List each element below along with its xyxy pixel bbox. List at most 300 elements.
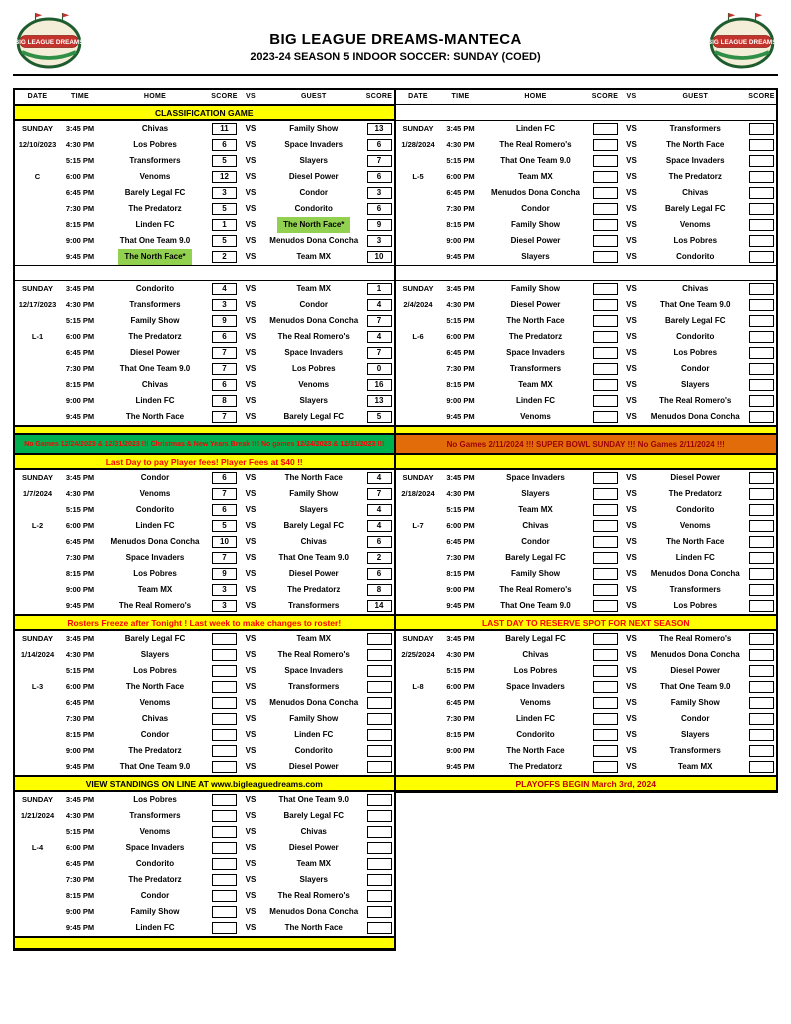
bld-logo-graphic (708, 10, 776, 70)
home-score-box (212, 665, 237, 677)
vs-label: VS (245, 795, 257, 804)
time-cell: 6:45 PM (65, 188, 95, 197)
column-header-score: SCORE (591, 93, 619, 100)
time-cell: 4:30 PM (446, 489, 475, 498)
guest-score-box (367, 633, 392, 645)
game-row (396, 185, 777, 201)
home-team-cell (100, 679, 210, 695)
page-title: BIG LEAGUE DREAMS-MANTECA (269, 30, 522, 48)
time-cell: 7:30 PM (446, 204, 475, 213)
game-row (396, 409, 777, 425)
vs-label: VS (626, 188, 637, 197)
home-score-cell (210, 745, 239, 757)
guest-score-cell (365, 488, 394, 500)
bld-logo-right (706, 10, 778, 70)
guest-team-name: Family Show (289, 489, 339, 498)
game-row (15, 233, 394, 249)
guest-team-name: Condor (681, 714, 710, 723)
vs-label: VS (626, 252, 637, 261)
home-team-name: The Predatorz (508, 332, 563, 341)
guest-score-cell (747, 745, 776, 757)
home-score-cell (591, 665, 620, 677)
time-cell: 5:15 PM (446, 316, 475, 325)
guest-team-name: Space Invaders (284, 666, 344, 675)
home-score-cell (591, 155, 620, 167)
guest-team-name: Slayers (299, 396, 328, 405)
home-team-cell (100, 759, 210, 775)
home-team-name: Barely Legal FC (505, 553, 566, 562)
home-team-cell (100, 518, 210, 534)
home-team-cell (481, 361, 591, 377)
home-team-cell (481, 598, 591, 614)
home-team-name: Barely Legal FC (505, 634, 566, 643)
game-row (396, 647, 777, 663)
home-score-cell (210, 395, 239, 407)
guest-team-name: Los Pobres (673, 236, 718, 245)
guest-team-cell (644, 185, 748, 201)
game-row (396, 631, 777, 647)
guest-team-name: The North Face (666, 140, 725, 149)
guest-score-cell (365, 681, 394, 693)
home-team-name: The Real Romero's (499, 140, 572, 149)
guest-team-name: Slayers (299, 505, 328, 514)
home-team-cell (100, 297, 210, 313)
home-team-name: The Predatorz (508, 762, 563, 771)
vs-label: VS (626, 634, 637, 643)
game-row (396, 233, 777, 249)
game-row (396, 679, 777, 695)
home-team-cell (100, 233, 210, 249)
guest-score-cell (747, 488, 776, 500)
game-block-l-8 (396, 630, 777, 776)
home-score-box (593, 697, 618, 709)
guest-score-cell (747, 331, 776, 343)
game-row (15, 377, 394, 393)
home-score-box (593, 171, 618, 183)
home-team-cell (481, 470, 591, 486)
guest-team-cell (644, 534, 748, 550)
date-cell: L-5 (412, 172, 424, 181)
vs-label: VS (626, 569, 637, 578)
guest-team-name: Space Invaders (665, 156, 725, 165)
game-row (396, 711, 777, 727)
home-team-cell (100, 598, 210, 614)
time-cell: 3:45 PM (65, 795, 95, 804)
guest-team-name: Menudos Dona Concha (650, 569, 740, 578)
banner-text: Last Day to pay Player fees! Player Fees at $40 !! (105, 456, 303, 467)
date-cell: SUNDAY (402, 124, 434, 133)
time-cell: 4:30 PM (446, 650, 475, 659)
guest-team-cell (263, 904, 365, 920)
guest-score-box (749, 171, 774, 183)
vs-label: VS (245, 348, 257, 357)
guest-score-cell (365, 299, 394, 311)
column-header-score: SCORE (211, 93, 238, 100)
home-team-cell (100, 631, 210, 647)
home-score-cell (210, 713, 239, 725)
game-row (15, 679, 394, 695)
guest-score-cell (365, 219, 394, 231)
game-row (396, 201, 777, 217)
home-score-cell (210, 520, 239, 532)
time-cell: 6:45 PM (446, 698, 475, 707)
guest-team-cell (263, 121, 365, 137)
roster-freeze-banner (15, 615, 394, 630)
home-team-cell (481, 153, 591, 169)
guest-score-cell (365, 906, 394, 918)
guest-team-cell (644, 281, 748, 297)
guest-team-name: The Real Romero's (277, 650, 350, 659)
game-block-l-1 (15, 280, 394, 426)
guest-score-box: 7 (367, 315, 392, 327)
logo-label: BIG LEAGUE DREAMS (708, 38, 776, 46)
game-row (15, 743, 394, 759)
home-team-name: Los Pobres (133, 140, 177, 149)
guest-score-box: 7 (367, 155, 392, 167)
game-row (15, 888, 394, 904)
time-cell: 3:45 PM (65, 124, 95, 133)
time-cell: 6:00 PM (65, 172, 95, 181)
guest-score-cell (747, 283, 776, 295)
home-score-box (212, 874, 237, 886)
vs-label: VS (626, 140, 637, 149)
home-team-cell (100, 743, 210, 759)
guest-team-name: Team MX (296, 252, 332, 261)
home-team-cell (100, 409, 210, 425)
game-row (15, 631, 394, 647)
home-team-name: Condorito (135, 284, 175, 293)
home-team-name: Family Show (130, 907, 180, 916)
guest-team-cell (644, 582, 748, 598)
home-team-name: That One Team 9.0 (500, 156, 571, 165)
home-score-box: 5 (212, 203, 237, 215)
time-cell: 9:00 PM (446, 585, 475, 594)
guest-score-box: 10 (367, 251, 392, 263)
guest-team-cell (644, 711, 748, 727)
game-row (396, 550, 777, 566)
home-score-cell (591, 379, 620, 391)
guest-team-name: The Real Romero's (659, 634, 732, 643)
home-team-cell (481, 486, 591, 502)
home-score-box: 7 (212, 552, 237, 564)
game-row (15, 393, 394, 409)
vs-label: VS (626, 585, 637, 594)
guest-team-cell (263, 679, 365, 695)
home-team-cell (100, 217, 210, 233)
home-score-cell (591, 745, 620, 757)
time-cell: 8:15 PM (446, 380, 475, 389)
guest-score-box (749, 713, 774, 725)
game-row (396, 329, 777, 345)
column-header-row (396, 90, 777, 105)
home-team-cell (100, 711, 210, 727)
column-header-vs: VS (626, 93, 637, 100)
home-score-box (593, 681, 618, 693)
guest-team-name: Chivas (300, 827, 327, 836)
vs-label: VS (626, 682, 637, 691)
game-block-l-5 (396, 120, 777, 266)
banner-text: No Games 12/24/2023 & 12/31/2023 !!! Christmas & New Years Break !!! No games 12/24/2023 & 12/31/2023 !!! (24, 440, 385, 448)
time-cell: 4:30 PM (446, 300, 475, 309)
guest-score-box (749, 331, 774, 343)
time-cell: 9:00 PM (446, 396, 475, 405)
home-score-box: 6 (212, 139, 237, 151)
guest-score-cell (365, 633, 394, 645)
time-cell: 6:45 PM (65, 348, 95, 357)
guest-score-box: 0 (367, 363, 392, 375)
home-team-name: Linden FC (515, 124, 556, 133)
home-score-box (212, 826, 237, 838)
home-team-name: Condor (140, 473, 170, 482)
home-score-box (593, 251, 618, 263)
home-team-name: The Predatorz (128, 332, 182, 341)
guest-team-cell (263, 550, 365, 566)
date-cell: 2/25/2024 (401, 650, 435, 659)
vs-label: VS (245, 252, 257, 261)
guest-team-name: Slayers (299, 156, 328, 165)
guest-score-cell (747, 520, 776, 532)
guest-score-box (367, 745, 392, 757)
guest-score-box (749, 729, 774, 741)
guest-team-cell (263, 313, 365, 329)
vs-label: VS (626, 537, 637, 546)
game-block-l-3 (15, 630, 394, 776)
game-row (15, 313, 394, 329)
home-score-box (593, 536, 618, 548)
home-team-name: Linden FC (515, 396, 556, 405)
home-team-cell (481, 663, 591, 679)
home-score-box (593, 203, 618, 215)
banner-text: Rosters Freeze after Tonight ! Last week to make changes to roster! (67, 617, 342, 628)
guest-score-box (749, 649, 774, 661)
guest-score-box (367, 794, 392, 806)
guest-team-name: Team MX (296, 284, 332, 293)
vs-label: VS (245, 537, 257, 546)
time-cell: 6:45 PM (446, 348, 475, 357)
guest-score-box (749, 395, 774, 407)
home-team-name: Condorito (135, 505, 175, 514)
guest-score-cell (747, 219, 776, 231)
date-cell: C (34, 172, 41, 181)
vs-label: VS (245, 827, 257, 836)
game-row (15, 904, 394, 920)
home-score-cell (591, 299, 620, 311)
guest-team-name: Condorito (294, 746, 333, 755)
home-score-cell (210, 411, 239, 423)
home-score-box: 1 (212, 219, 237, 231)
home-team-name: The Predatorz (128, 746, 182, 755)
home-score-cell (591, 363, 620, 375)
guest-score-cell (365, 922, 394, 934)
game-row (396, 566, 777, 582)
home-score-cell (210, 504, 239, 516)
home-team-name: Linden FC (515, 714, 556, 723)
vs-label: VS (626, 746, 637, 755)
time-cell: 3:45 PM (446, 634, 475, 643)
guest-score-cell (365, 649, 394, 661)
home-team-name: Transformers (129, 156, 181, 165)
guest-score-cell (365, 520, 394, 532)
time-cell: 6:45 PM (446, 537, 475, 546)
guest-team-name: The North Face (284, 473, 343, 482)
home-score-cell (210, 665, 239, 677)
guest-score-box (749, 139, 774, 151)
guest-score-box: 6 (367, 203, 392, 215)
home-score-cell (591, 649, 620, 661)
column-header-time: TIME (71, 93, 89, 100)
home-team-cell (100, 582, 210, 598)
time-cell: 6:00 PM (446, 521, 475, 530)
home-team-cell (100, 345, 210, 361)
time-cell: 7:30 PM (65, 875, 95, 884)
vs-label: VS (245, 332, 257, 341)
guest-team-cell (263, 840, 365, 856)
game-row (396, 313, 777, 329)
guest-score-box: 3 (367, 235, 392, 247)
guest-score-cell (747, 123, 776, 135)
guest-team-name: Team MX (677, 762, 713, 771)
guest-team-cell (263, 185, 365, 201)
home-team-cell (100, 313, 210, 329)
guest-team-name: The Real Romero's (659, 396, 732, 405)
vs-label: VS (245, 364, 257, 373)
home-team-name: Team MX (518, 380, 553, 389)
home-score-cell (210, 235, 239, 247)
guest-team-name: Menudos Dona Concha (269, 236, 359, 245)
vs-label: VS (245, 730, 257, 739)
home-team-name: Condor (140, 730, 170, 739)
game-row (15, 502, 394, 518)
time-cell: 8:15 PM (65, 730, 95, 739)
title-block (85, 17, 706, 63)
column-header-guest: GUEST (682, 93, 709, 100)
guest-team-name: Condor (299, 300, 328, 309)
guest-score-box: 8 (367, 584, 392, 596)
guest-team-name: Diesel Power (288, 172, 339, 181)
guest-score-cell (365, 890, 394, 902)
time-cell: 7:30 PM (65, 553, 95, 562)
guest-score-cell (365, 552, 394, 564)
home-team-cell (481, 743, 591, 759)
home-team-name: Venoms (139, 489, 171, 498)
home-score-cell (210, 155, 239, 167)
home-score-box (593, 123, 618, 135)
guest-score-box: 13 (367, 123, 392, 135)
game-block-l-6 (396, 280, 777, 426)
guest-team-name: That One Team 9.0 (278, 795, 350, 804)
guest-score-box: 7 (367, 488, 392, 500)
game-row (15, 647, 394, 663)
date-cell: L-4 (31, 843, 44, 852)
home-team-name: That One Team 9.0 (119, 236, 191, 245)
time-cell: 6:00 PM (65, 843, 95, 852)
home-score-box: 9 (212, 568, 237, 580)
time-cell: 5:15 PM (446, 666, 475, 675)
time-cell: 8:15 PM (65, 380, 95, 389)
game-row (396, 582, 777, 598)
home-team-cell (100, 502, 210, 518)
date-cell: SUNDAY (22, 634, 53, 643)
guest-team-name: Menudos Dona Concha (650, 650, 740, 659)
guest-team-cell (644, 217, 748, 233)
guest-score-cell (365, 155, 394, 167)
home-score-box (212, 906, 237, 918)
guest-team-cell (644, 631, 748, 647)
guest-score-cell (747, 379, 776, 391)
home-team-cell (100, 856, 210, 872)
standings-link-banner[interactable] (15, 776, 394, 791)
home-score-box (593, 600, 618, 612)
home-score-box: 12 (212, 171, 237, 183)
guest-score-box (749, 761, 774, 773)
home-team-cell (100, 566, 210, 582)
time-cell: 6:00 PM (65, 332, 95, 341)
guest-team-name: Menudos Dona Concha (269, 907, 359, 916)
guest-score-cell (365, 395, 394, 407)
time-cell: 3:45 PM (446, 473, 475, 482)
home-team-name: Transformers (509, 364, 562, 373)
date-cell: 1/28/2024 (401, 140, 435, 149)
guest-score-box (749, 347, 774, 359)
home-team-cell (481, 233, 591, 249)
home-score-box: 7 (212, 347, 237, 359)
home-team-cell (481, 409, 591, 425)
guest-team-cell (263, 872, 365, 888)
guest-score-cell (365, 283, 394, 295)
home-score-box (212, 713, 237, 725)
guest-score-cell (365, 729, 394, 741)
game-row (15, 153, 394, 169)
guest-team-name: Team MX (296, 859, 332, 868)
guest-score-cell (365, 826, 394, 838)
guest-score-box (749, 488, 774, 500)
home-team-name: The Predatorz (128, 875, 182, 884)
vs-label: VS (245, 682, 257, 691)
guest-team-name: That One Team 9.0 (659, 682, 731, 691)
home-score-box: 6 (212, 504, 237, 516)
empty-band (396, 426, 777, 434)
guest-team-name: Venoms (298, 380, 330, 389)
home-team-name: Linden FC (135, 396, 175, 405)
home-score-box: 5 (212, 235, 237, 247)
guest-team-name: Chivas (682, 284, 709, 293)
vs-label: VS (245, 172, 257, 181)
home-score-cell (591, 235, 620, 247)
home-team-name: Chivas (522, 650, 549, 659)
guest-score-cell (747, 315, 776, 327)
game-row (15, 534, 394, 550)
time-cell: 9:45 PM (65, 762, 95, 771)
home-score-cell (591, 251, 620, 263)
home-team-name: Transformers (129, 300, 181, 309)
guest-score-cell (747, 681, 776, 693)
time-cell: 8:15 PM (446, 569, 475, 578)
home-score-box (593, 568, 618, 580)
vs-label: VS (626, 714, 637, 723)
vs-label: VS (245, 569, 257, 578)
time-cell: 3:45 PM (446, 124, 475, 133)
home-team-name: Los Pobres (513, 666, 558, 675)
game-row (396, 534, 777, 550)
home-score-box: 3 (212, 299, 237, 311)
home-team-cell (481, 281, 591, 297)
guest-team-cell (644, 486, 748, 502)
guest-team-cell (644, 759, 748, 775)
guest-score-box: 13 (367, 395, 392, 407)
home-score-cell (591, 315, 620, 327)
vs-label: VS (245, 585, 257, 594)
game-row (396, 137, 777, 153)
